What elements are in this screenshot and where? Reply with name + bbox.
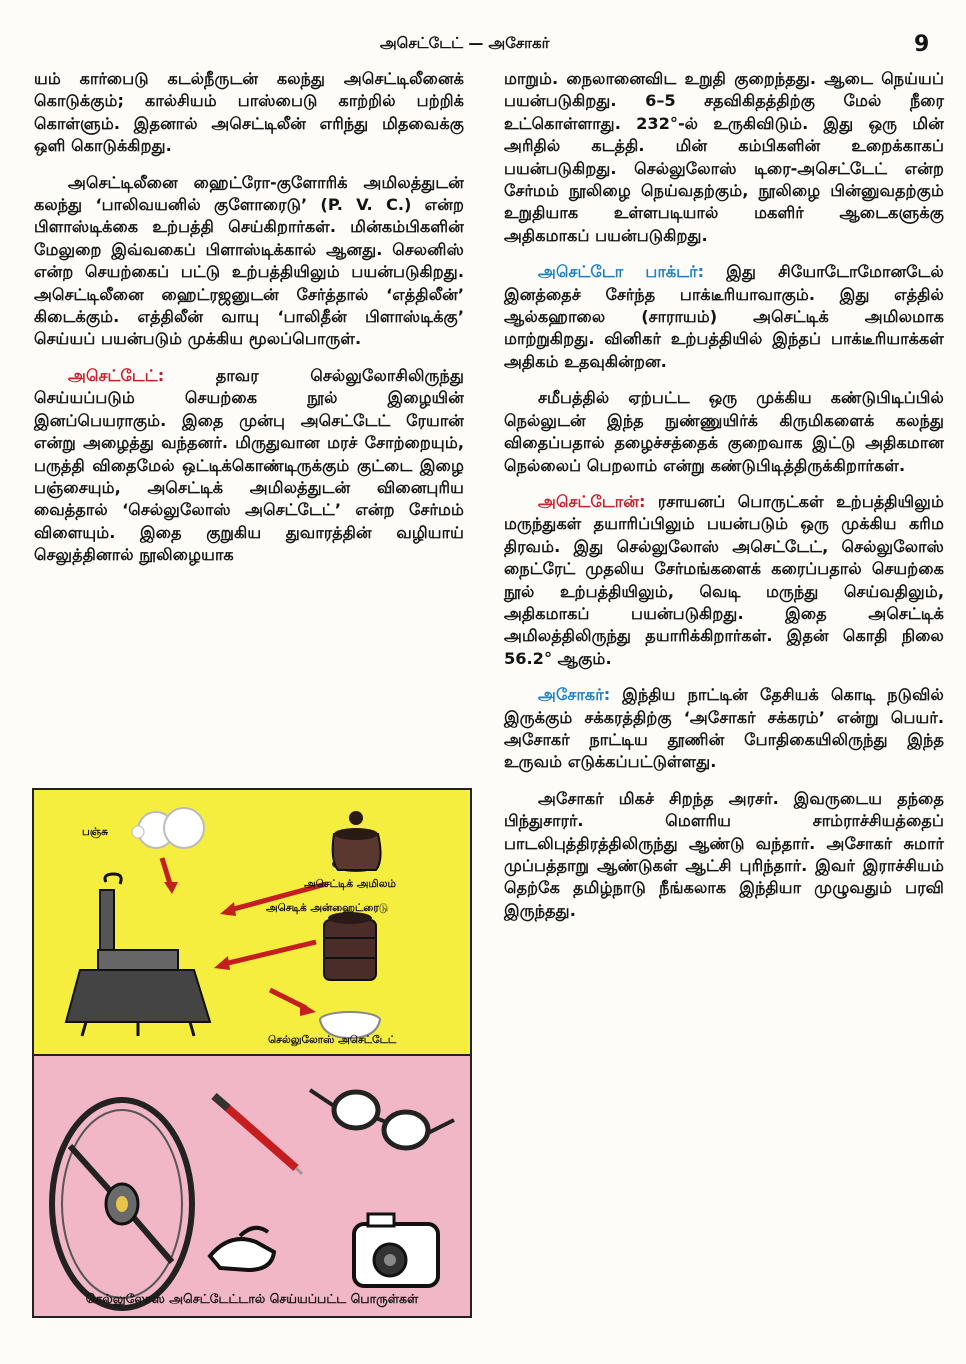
label-cotton: பஞ்சு (82, 826, 108, 838)
left-column (34, 68, 464, 581)
anhydride-jar-icon (324, 912, 376, 980)
camera-icon (354, 1214, 438, 1286)
right-column (504, 68, 944, 936)
paragraph-ashoka (504, 684, 944, 774)
pen-icon (214, 1096, 302, 1174)
paragraph-discovery: சமீபத்தில் ஏற்பட்ட ஒரு முக்கிய கண்டுபிடிப்பில் நெல்லுடன் இந்த நுண்ணுயிர்க் கிருமிகளைக் கலந்து விதைப்பதால் தழைச்சத்தைக் குறைவாக இட்டு அதிகமான நெல்லைப் பெறலாம் என்று கண்டுபிடித்திருக்கிறார்கள். (504, 388, 944, 475)
running-title: அசெட்டேட் — அசோகர் (380, 34, 550, 52)
paragraph-acetobacter-text: இது சியோடோமோனடேல் இனத்தைச் சேர்ந்த பாக்டீரியாவாகும். இது எத்தில் ஆல்கஹாலை (சாராயம்) அசெட்டிக் அமிலமாக மாற்றுகிறது. வினிகர் உற்பத்தியில் இந்தப் பாக்டீரியாக்கள் அதிகம் உதவுகின்றன. (504, 262, 944, 371)
process-panel (34, 790, 470, 1056)
reaction-vessel-icon (66, 874, 210, 1036)
label-acetic-anhydride: அசெடிக் அன்ஹைட்ரைடு (266, 902, 389, 914)
term-acetone: அசெட்டோன்: (538, 491, 646, 511)
page-header (0, 32, 966, 58)
paragraph-acetate-cont: மாறும். நைலானைவிட உறுதி குறைந்தது. ஆடை நெய்யப் பயன்படுகிறது. 6–5 சதவிகிதத்திற்கு மேல் நீரை உட்கொள்ளாது. 232°-ல் உருகிவிடும். இது ஒரு மின் அரிதில் கடத்தி. மின் கம்பிகளின் உறைக்காகப் பயன்படுகிறது. செல்லுலோஸ் டிரை-அசெட்டேட் என்ற சேர்மம் நூலிழை நெய்வதற்கும், நூலிழை பின்னுவதற்கும் உறுதியாக உள்ளபடியால் மகளிர் ஆடைகளுக்கு அதிகமாகப் பயன்படுகிறது. (504, 69, 944, 245)
paragraph-acetate (34, 365, 464, 567)
label-acetic-acid: அசெட்டிக் அமிலம் (304, 878, 396, 890)
term-acetobacter: அசெட்டோ பாக்டர்: (538, 262, 705, 282)
term-acetate: அசெட்டேட்: (68, 365, 165, 385)
paragraph-acetate-text: தாவர செல்லுலோசிலிருந்து செய்யப்படும் செயற்கை நூல் இழையின் இனப்பெயராகும். இதை முன்பு அசெட்டேட் ரேயான் என்று அழைத்து வந்தனர். மிருதுவான மரச் சோற்றையும், பருத்தி விதைமேல் ஒட்டிக்கொண்டிருக்கும் குட்டை இழை பஞ்சையும், அசெட்டிக் அமிலத்துடன் வினைபுரிய வைத்தால் ‘செல்லுலோஸ் அசெட்டேட்’ என்ற சேர்மம் விளையும். இதை குறுகிய துவாரத்தின் வழியாய் செலுத்தினால் நூலிழையாக (34, 365, 464, 565)
figure-caption: செல்லுலோஸ் அசெட்டேட்டால் செய்யப்பட்ட பொருள்கள் (85, 1291, 419, 1306)
paragraph-pvc: அசெட்டிலீனை ஹைட்ரோ-குளோரிக் அமிலத்துடன் கலந்து ‘பாலிவயனில் குளோரைடு’ (P. V. C.) என்ற பிளாஸ்டிக்கை உற்பத்தி செய்கிறார்கள். மின்கம்பிகளின் மேலுறை இவ்வகைப் பிளாஸ்டிக்கால் ஆனது. செலனிஸ் என்ற செயற்கைப் பட்டு உற்பத்தியிலும் பயன்படுகிறது. அசெட்டிலீனை ஹைட்ரஜனுடன் சேர்த்தால் ‘எத்திலீன்’ கிடைக்கும். எத்திலீன் வாயு ‘பாலிதீன் பிளாஸ்டிக்கு’ செய்யப் பயன்படும் முக்கிய மூலப்பொருள். (34, 172, 464, 349)
paragraph-acetone (504, 491, 944, 670)
label-cellulose-acetate: செல்லுலோஸ் அசெட்டேட் (268, 1034, 397, 1046)
paragraph-acetobacter (504, 261, 944, 373)
term-ashoka: அசோகர்: (538, 685, 611, 705)
steering-wheel-icon (52, 1100, 192, 1308)
illustration-figure (32, 788, 472, 1318)
paragraph-ashoka-history: அசோகர் மிகச் சிறந்த அரசர். இவருடைய தந்தை பிந்துசாரர். மௌரிய சாம்ராச்சியத்தைப் பாடலிபுத்திரத்திலிருந்து ஆண்டு வந்தார். அசோகர் சுமார் முப்பத்தாறு ஆண்டுகள் ஆட்சி புரிந்தார். இவர் இராச்சியம் தெற்கே தமிழ்நாடு நீங்கலாக இந்தியா முழுவதும் பரவி இருந்தது. (504, 788, 944, 920)
products-drawing (34, 1056, 470, 1316)
cotton-icon (132, 808, 204, 848)
paragraph-carbide: யம் கார்பைடு கடல்நீருடன் கலந்து அசெட்டிலீனைக் கொடுக்கும்; கால்சியம் பாஸ்பைடு காற்றில் பற்றிக் கொள்ளும். இதனால் அசெட்டிலீன் எரிந்து மிதவைக்கு ஒளி கொடுக்கிறது. (34, 69, 464, 156)
page-number: 9 (914, 32, 930, 57)
tape-dispenser-icon (210, 1228, 274, 1270)
paragraph-ashoka-text: இந்திய நாட்டின் தேசியக் கொடி நடுவில் இருக்கும் சக்கரத்திற்கு ‘அசோகர் சக்கரம்’ என்று பெயர். அசோகர் நாட்டிய தூணின் போதிகையிலிருந்து இந்த உருவம் எடுக்கப்பட்டுள்ளது. (504, 685, 944, 772)
acetic-acid-pot-icon (332, 811, 381, 872)
spectacles-icon (310, 1090, 454, 1148)
paragraph-acetone-text: ரசாயனப் பொருட்கள் உற்பத்தியிலும் மருந்துகள் தயாரிப்பிலும் பயன்படும் ஒரு முக்கிய கரிம திரவம். இது செல்லுலோஸ் அசெட்டேட், செல்லுலோஸ் நைட்ரேட் முதலிய சேர்மங்களைக் கரைப்பதால் செயற்கை நூல் உற்பத்தியிலும், வெடி மருந்து செய்வதிலும், அதிகமாகப் பயன்படுகிறது. இதை அசெட்டிக் அமிலத்திலிருந்து தயாரிக்கிறார்கள். இதன் கொதி நிலை 56.2° ஆகும். (504, 491, 944, 668)
products-panel (34, 1056, 470, 1316)
